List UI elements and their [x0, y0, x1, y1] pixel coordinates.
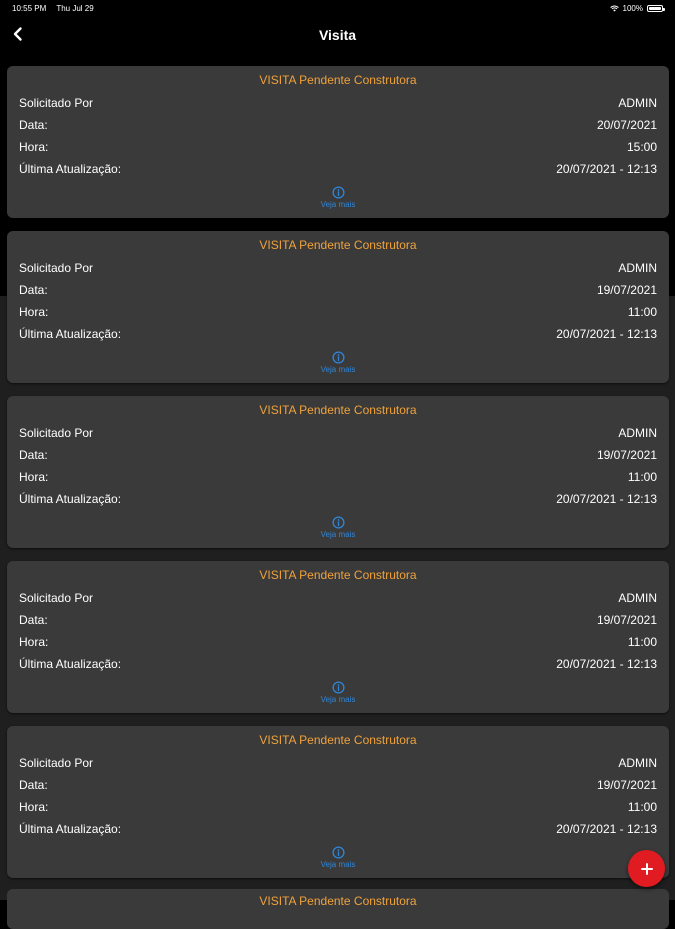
- time-label: Hora:: [19, 305, 49, 319]
- time-label: Hora:: [19, 800, 49, 814]
- see-more-link[interactable]: [7, 351, 669, 374]
- requested-by-label: Solicitado Por: [19, 591, 94, 605]
- requested-by-row: [19, 591, 657, 607]
- status-time: 10:55 PM: [12, 3, 47, 13]
- last-update-row: [19, 492, 657, 508]
- see-more-link[interactable]: [7, 186, 669, 209]
- time-label: Hora:: [19, 140, 49, 154]
- see-more-link[interactable]: [7, 846, 669, 869]
- time-row: [19, 470, 657, 486]
- requested-by-value: ADMIN: [618, 261, 657, 275]
- time-value: 11:00: [627, 470, 657, 484]
- back-button[interactable]: [6, 22, 30, 46]
- requested-by-value: ADMIN: [618, 591, 657, 605]
- requested-by-row: [19, 96, 657, 112]
- requested-by-label: Solicitado Por: [19, 756, 94, 770]
- time-row: [19, 800, 657, 816]
- wifi-icon: [610, 5, 619, 12]
- add-visit-button[interactable]: [628, 850, 665, 887]
- see-more-label: Veja mais: [320, 200, 356, 209]
- requested-by-row: [19, 426, 657, 442]
- date-label: Data:: [19, 118, 48, 132]
- plus-icon: [641, 863, 653, 875]
- time-value: 11:00: [627, 635, 657, 649]
- date-label: Data:: [19, 613, 48, 627]
- date-row: [19, 778, 657, 794]
- requested-by-row: [19, 261, 657, 277]
- visit-card[interactable]: [7, 726, 669, 878]
- chevron-left-icon: [12, 27, 24, 41]
- time-value: 15:00: [626, 140, 657, 154]
- visit-card-partial[interactable]: [7, 889, 669, 929]
- visit-status: VISITA Pendente Construtora: [259, 73, 417, 87]
- info-icon: [332, 846, 345, 859]
- see-more-label: Veja mais: [320, 860, 356, 869]
- date-value: 19/07/2021: [596, 778, 657, 792]
- date-label: Data:: [19, 448, 48, 462]
- see-more-label: Veja mais: [320, 365, 356, 374]
- info-icon: [332, 681, 345, 694]
- status-date: Thu Jul 29: [56, 3, 94, 13]
- status-bar: [0, 0, 675, 16]
- time-row: [19, 305, 657, 321]
- last-update-row: [19, 162, 657, 178]
- last-update-value: 20/07/2021 - 12:13: [556, 492, 657, 506]
- requested-by-label: Solicitado Por: [19, 426, 94, 440]
- requested-by-value: ADMIN: [618, 426, 657, 440]
- last-update-label: Última Atualização:: [19, 327, 122, 341]
- see-more-link[interactable]: [7, 681, 669, 704]
- last-update-value: 20/07/2021 - 12:13: [556, 657, 657, 671]
- time-label: Hora:: [19, 470, 49, 484]
- page-title: Visita: [318, 27, 357, 43]
- time-row: [19, 635, 657, 651]
- date-label: Data:: [19, 283, 48, 297]
- last-update-label: Última Atualização:: [19, 822, 122, 836]
- battery-percent: 100%: [622, 3, 643, 13]
- last-update-label: Última Atualização:: [19, 162, 122, 176]
- visit-status: VISITA Pendente Construtora: [259, 403, 417, 417]
- visit-card[interactable]: [7, 561, 669, 713]
- see-more-label: Veja mais: [320, 695, 356, 704]
- requested-by-label: Solicitado Por: [19, 261, 94, 275]
- see-more-link[interactable]: [7, 516, 669, 539]
- visit-status: VISITA Pendente Construtora: [259, 733, 417, 747]
- time-value: 11:00: [627, 800, 657, 814]
- visit-status: VISITA Pendente Construtora: [259, 894, 417, 908]
- last-update-row: [19, 327, 657, 343]
- last-update-value: 20/07/2021 - 12:13: [556, 822, 657, 836]
- last-update-row: [19, 657, 657, 673]
- last-update-label: Última Atualização:: [19, 492, 122, 506]
- info-icon: [332, 186, 345, 199]
- navigation-bar: [0, 16, 675, 54]
- requested-by-value: ADMIN: [618, 756, 657, 770]
- requested-by-value: ADMIN: [618, 96, 657, 110]
- date-label: Data:: [19, 778, 48, 792]
- visit-card[interactable]: [7, 231, 669, 383]
- time-value: 11:00: [627, 305, 657, 319]
- see-more-label: Veja mais: [320, 530, 356, 539]
- visit-card[interactable]: [7, 396, 669, 548]
- visit-card[interactable]: [7, 66, 669, 218]
- last-update-value: 20/07/2021 - 12:13: [556, 162, 657, 176]
- date-value: 19/07/2021: [596, 613, 657, 627]
- time-label: Hora:: [19, 635, 49, 649]
- visit-status: VISITA Pendente Construtora: [259, 568, 417, 582]
- date-value: 20/07/2021: [596, 118, 657, 132]
- date-row: [19, 283, 657, 299]
- date-value: 19/07/2021: [596, 448, 657, 462]
- last-update-label: Última Atualização:: [19, 657, 122, 671]
- info-icon: [332, 516, 345, 529]
- battery-icon: [647, 5, 663, 12]
- date-value: 19/07/2021: [596, 283, 657, 297]
- last-update-value: 20/07/2021 - 12:13: [556, 327, 657, 341]
- last-update-row: [19, 822, 657, 838]
- date-row: [19, 613, 657, 629]
- visit-status: VISITA Pendente Construtora: [259, 238, 417, 252]
- requested-by-row: [19, 756, 657, 772]
- date-row: [19, 448, 657, 464]
- requested-by-label: Solicitado Por: [19, 96, 94, 110]
- date-row: [19, 118, 657, 134]
- time-row: [19, 140, 657, 156]
- info-icon: [332, 351, 345, 364]
